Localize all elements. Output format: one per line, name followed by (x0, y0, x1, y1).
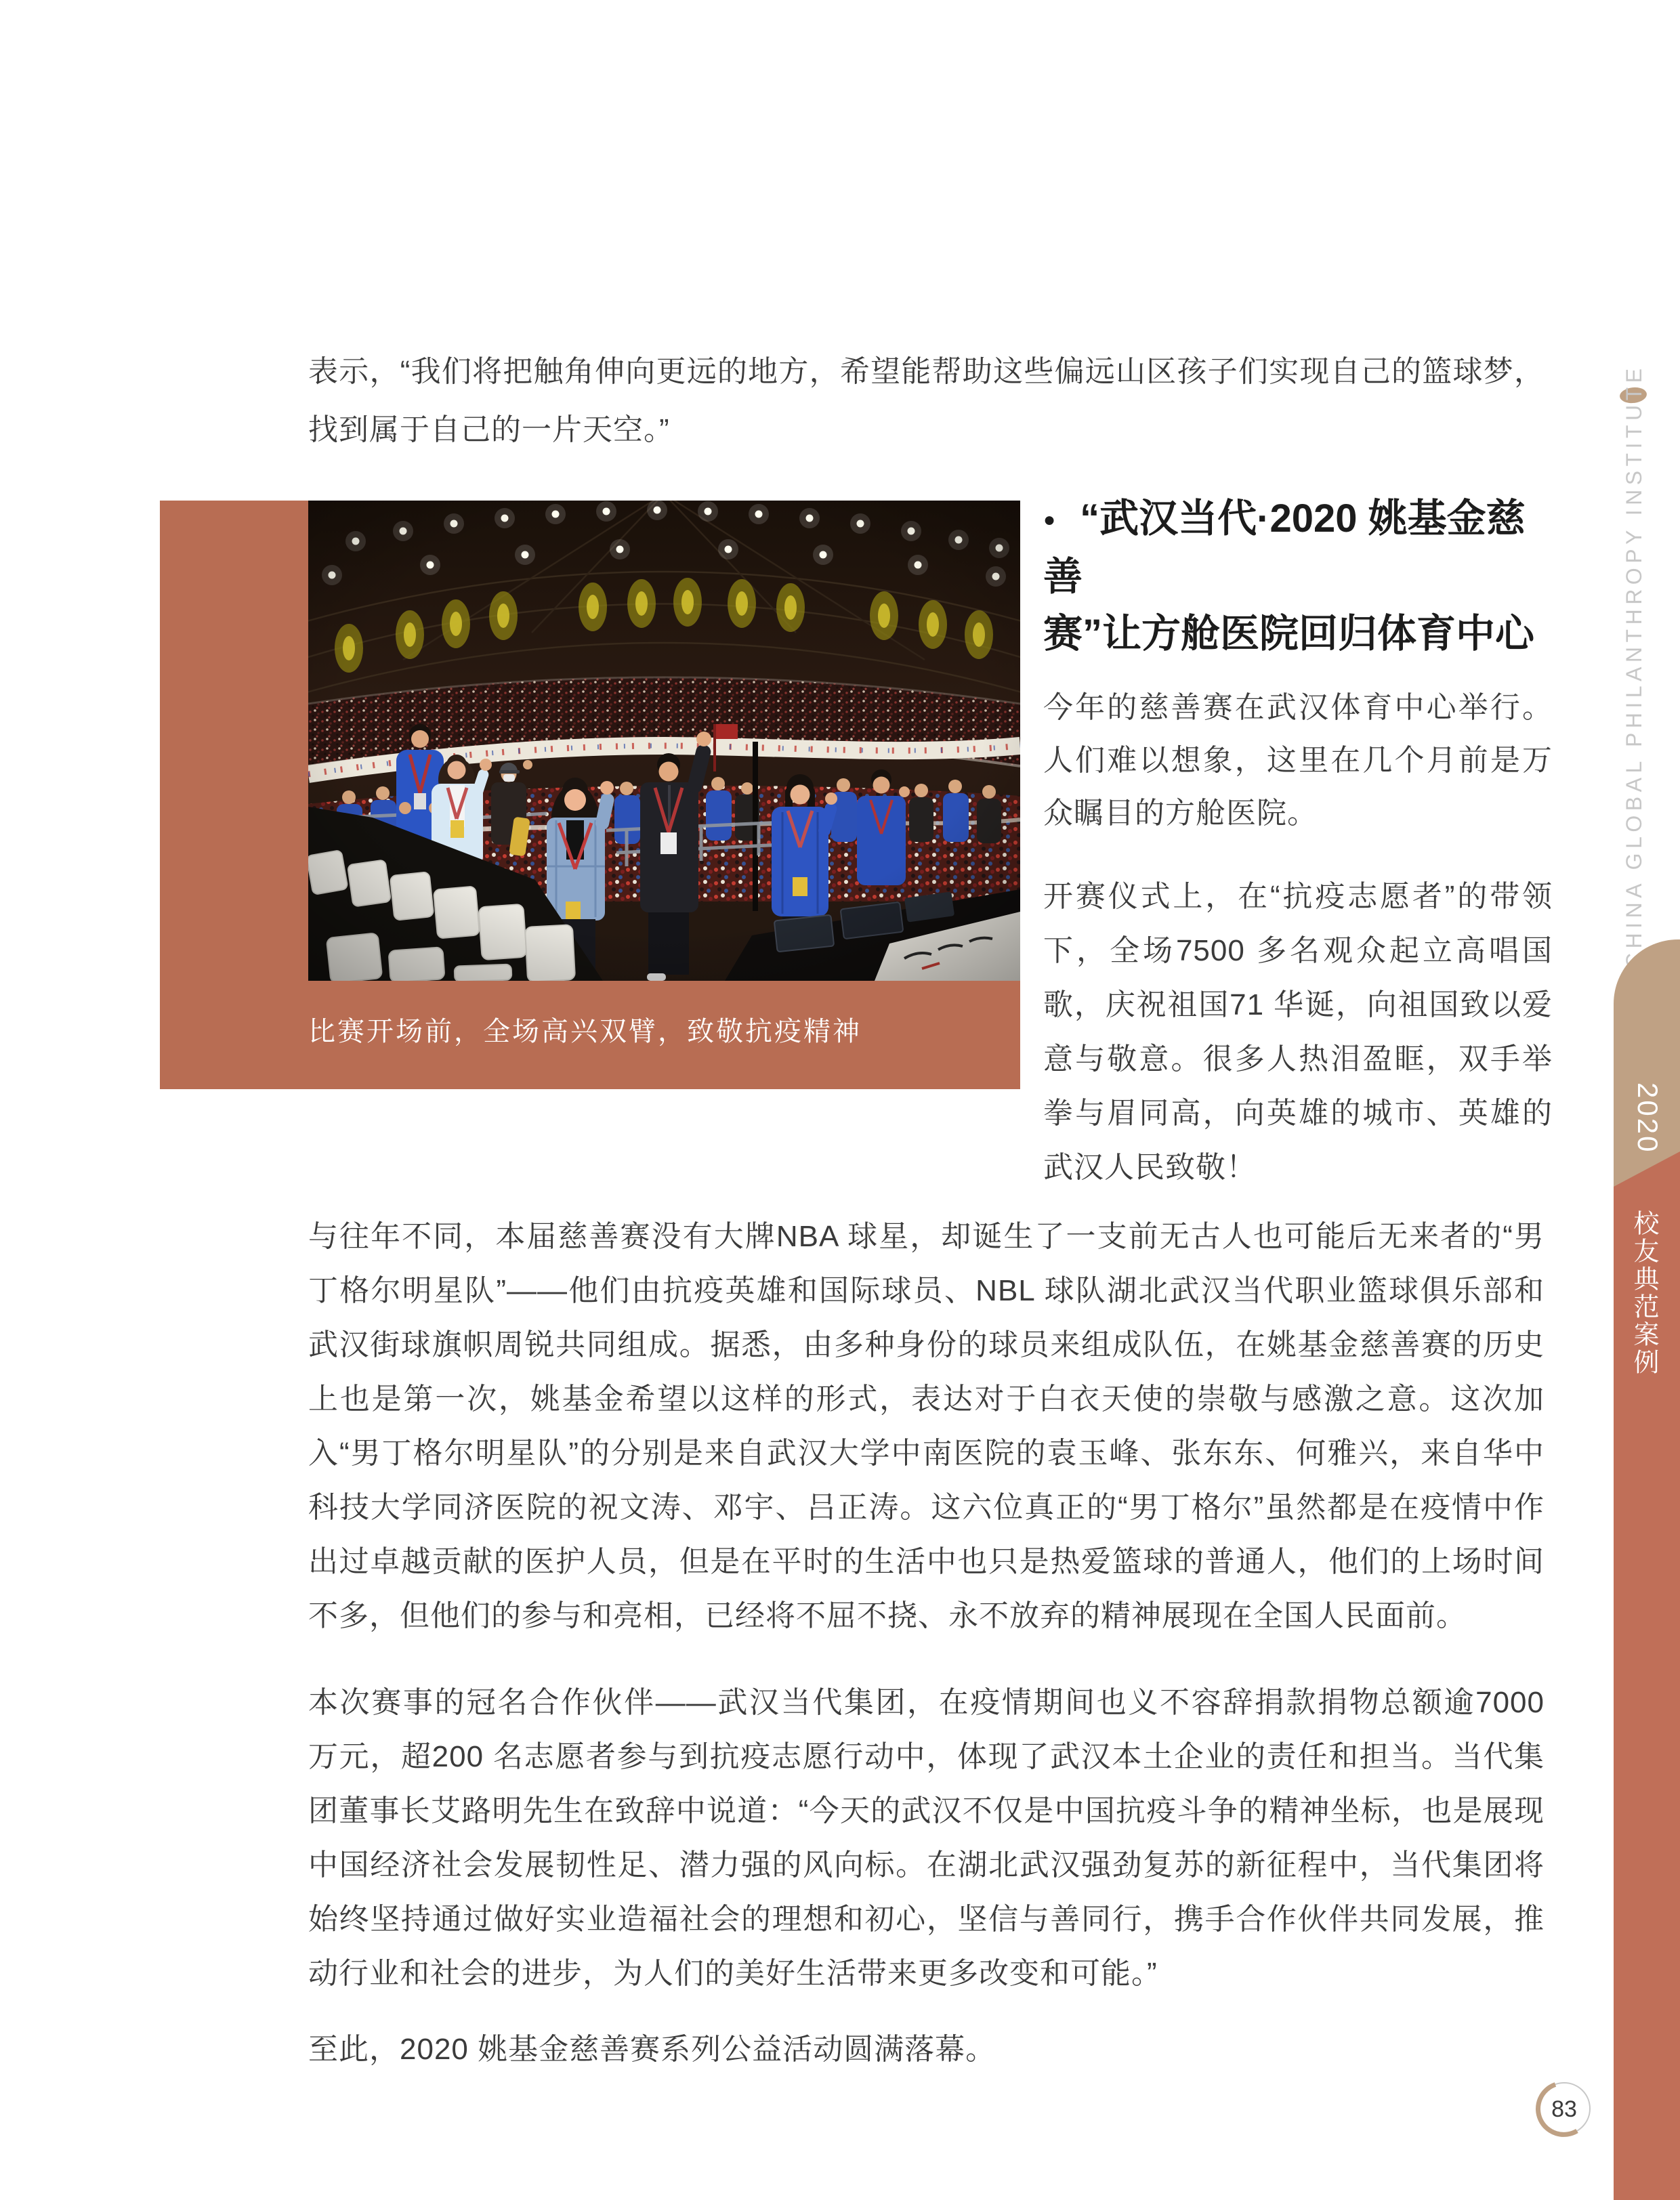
arena-photo (308, 501, 1020, 981)
sidebar-institute-label: CHINA GLOBAL PHILANTHROPY INSTITUTE (1622, 364, 1646, 969)
body-paragraph-1: 与往年不同，本届慈善赛没有大牌NBA 球星，却诞生了一支前无古人也可能后无来者的“男丁格尔明星队”——他们由抗疫英雄和国际球员、NBL 球队湖北武汉当代职业篮球俱乐部和武汉街球旗帜周锐共同组成。据悉，由多种身份的球员来组成队伍，在姚基金慈善赛的历史上也是第一次，姚基金希望以这样的形式，表达对于白衣天使的崇敬与感激之意。这次加入“男丁格尔明星队”的分别是来自武汉大学中南医院的袁玉峰、张东东、何雅兴，来自华中科技大学同济医院的祝文涛、邓宇、吕正涛。这六位真正的“男丁格尔”虽然都是在疫情中作出过卓越贡献的医护人员，但是在平时的生活中也只是热爱篮球的普通人，他们的上场时间不多，但他们的参与和亮相，已经将不屈不挠、永不放弃的精神展现在全国人民面前。 (308, 1220, 1545, 1632)
feature-paragraph-1: 今年的慈善赛在武汉体育中心举行。人们难以想象，这里在几个月前是万众瞩目的方舱医院。 (1043, 691, 1553, 830)
arena-photo-illustration (308, 501, 1020, 981)
page-number: 83 (1551, 2096, 1577, 2122)
body-paragraph-3: 至此，2020 姚基金慈善赛系列公益活动圆满落幕。 (308, 2033, 996, 2066)
feature-title-line1 (1043, 490, 1553, 606)
feature-paragraph-2: 开赛仪式上，在“抗疫志愿者”的带领下，全场7500 多名观众起立高唱国歌，庆祝祖国71 华诞，向祖国致以爱意与敬意。很多人热泪盈眶，双手举拳与眉同高，向英雄的城市、英雄的武汉人民致敬！ (1043, 880, 1553, 1184)
page-number-badge (1535, 2079, 1593, 2138)
feature-title-text2: 赛”让方舱医院回归体育中心 (1043, 612, 1535, 656)
feature-photo-block (160, 501, 1020, 1089)
feature-title-text1: “武汉当代·2020 姚基金慈善 (1043, 496, 1526, 599)
bullet-icon: ● (1043, 509, 1056, 531)
feature-title (1043, 490, 1553, 662)
sidebar-year-label: 2020 (1632, 1082, 1664, 1154)
intro-paragraph: 表示，“我们将把触角伸向更远的地方，希望能帮助这些偏远山区孩子们实现自己的篮球梦，找到属于自己的一片天空。” (308, 355, 1545, 446)
body-text (308, 1210, 1545, 2077)
body-paragraph-2: 本次赛事的冠名合作伙伴——武汉当代集团，在疫情期间也义不容辞捐款捐物总额逾7000 万元，超200 名志愿者参与到抗疫志愿行动中，体现了武汉本土企业的责任和担当。当代集团董事长艾路明先生在致辞中说道：“今天的武汉不仅是中国抗疫斗争的精神坐标，也是展现中国经济社会发展韧性足、潜力强的风向标。在湖北武汉强劲复苏的新征程中，当代集团将始终坚持通过做好实业造福社会的理想和初心，坚信与善同行，携手合作伙伴共同发展，推动行业和社会的进步，为人们的美好生活带来更多改变和可能。” (308, 1686, 1545, 1990)
photo-caption: 比赛开场前，全场高兴双臂，致敬抗疫精神 (308, 1017, 862, 1046)
sidebar-section-label: 校友典范案例 (1629, 1210, 1658, 1376)
feature-column (1043, 490, 1553, 1195)
